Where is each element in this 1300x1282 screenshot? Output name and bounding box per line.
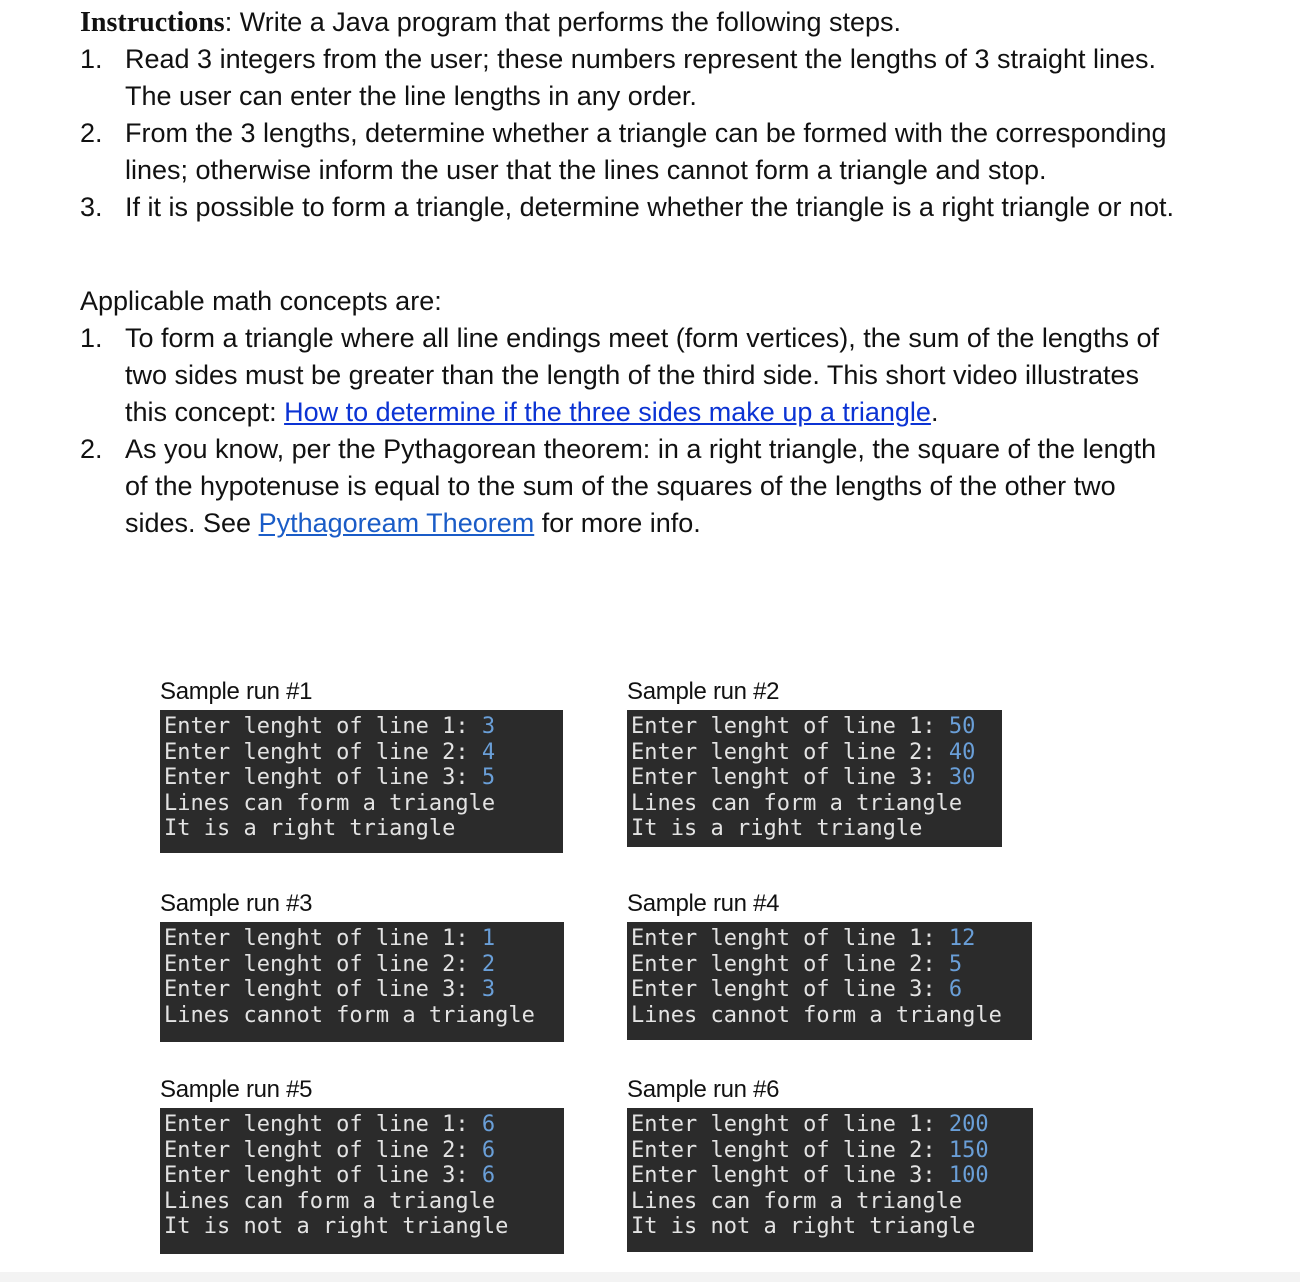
terminal-line: Enter lenght of line 3: 3 bbox=[164, 977, 496, 1002]
step-item: 3. If it is possible to form a triangle, determine whether the triangle is a right triangle or not. bbox=[80, 192, 1175, 222]
sample-title: Sample run #5 bbox=[160, 1076, 313, 1103]
step-item: 2. From the 3 lengths, determine whether a triangle can be formed with the corresponding lines; otherwise inform the user that the lines cannot form a triangle and stop. bbox=[80, 118, 1167, 185]
concept-item: 2. As you know, per the Pythagorean theorem: in a right triangle, the square of the length of the hypotenuse is equal to the sum of the squares of the lengths of the other two sides. See Pythagoream Theorem for more info. bbox=[80, 434, 1157, 538]
sample-title: Sample run #3 bbox=[160, 890, 313, 917]
sample-run-3 bbox=[160, 890, 564, 1042]
terminal-line: Enter lenght of line 1: 6 bbox=[164, 1112, 496, 1137]
terminal-line: Enter lenght of line 3: 5 bbox=[164, 765, 496, 790]
terminal-line: Enter lenght of line 1: 200 bbox=[631, 1112, 989, 1137]
terminal-line: Enter lenght of line 3: 6 bbox=[164, 1163, 496, 1188]
terminal-line: Enter lenght of line 3: 30 bbox=[631, 765, 976, 790]
terminal-output bbox=[627, 922, 1032, 1040]
instructions-label: Instructions bbox=[80, 7, 225, 38]
terminal-line: Enter lenght of line 1: 50 bbox=[631, 714, 976, 739]
sample-run-1 bbox=[160, 678, 563, 853]
terminal-line: It is a right triangle bbox=[164, 816, 456, 841]
concepts-heading: Applicable math concepts are: bbox=[80, 286, 442, 316]
sample-title: Sample run #2 bbox=[627, 678, 780, 705]
document-body bbox=[80, 4, 1180, 542]
terminal-line: Lines cannot form a triangle bbox=[164, 1002, 535, 1028]
sample-run-5 bbox=[160, 1076, 564, 1254]
sample-title: Sample run #4 bbox=[627, 890, 780, 917]
terminal-line: Enter lenght of line 2: 2 bbox=[164, 951, 496, 977]
terminal-line: Lines can form a triangle bbox=[631, 790, 963, 816]
sample-title: Sample run #6 bbox=[627, 1076, 780, 1103]
pythagorean-theorem-link[interactable]: Pythagoream Theorem bbox=[258, 508, 535, 538]
triangle-video-link[interactable]: How to determine if the three sides make up a triangle bbox=[284, 397, 931, 427]
terminal-line: Lines cannot form a triangle bbox=[631, 1002, 1002, 1028]
instructions-line bbox=[80, 4, 1180, 41]
step-item: 1. Read 3 integers from the user; these numbers represent the lengths of 3 straight lines. The user can enter the line lengths in any order. bbox=[80, 44, 1157, 111]
terminal-output bbox=[160, 922, 564, 1042]
terminal-line: It is not a right triangle bbox=[631, 1214, 976, 1239]
terminal-line: It is a right triangle bbox=[631, 816, 923, 841]
sample-run-2 bbox=[627, 678, 1002, 847]
terminal-line: Enter lenght of line 3: 6 bbox=[631, 977, 963, 1002]
terminal-line: Lines can form a triangle bbox=[631, 1188, 963, 1214]
sample-title: Sample run #1 bbox=[160, 678, 313, 705]
terminal-line: Enter lenght of line 3: 100 bbox=[631, 1163, 989, 1188]
terminal-line: Enter lenght of line 1: 3 bbox=[164, 714, 496, 739]
instructions-steps bbox=[80, 41, 1180, 226]
terminal-output bbox=[160, 1108, 564, 1254]
terminal-line: Enter lenght of line 2: 40 bbox=[631, 739, 976, 765]
terminal-line: Lines can form a triangle bbox=[164, 790, 496, 816]
sample-run-6 bbox=[627, 1076, 1033, 1252]
instructions-intro: : Write a Java program that performs the following steps. bbox=[224, 7, 901, 37]
terminal-line: Enter lenght of line 2: 5 bbox=[631, 951, 963, 977]
page-bottom-edge bbox=[0, 1272, 1300, 1282]
concept-item: 1. To form a triangle where all line endings meet (form vertices), the sum of the lengths of two sides must be greater than the length of the third side. This short video illustrates this concept: How to determine if the three sides make up a triangle. bbox=[80, 323, 1159, 427]
terminal-line: Enter lenght of line 1: 12 bbox=[631, 926, 976, 951]
terminal-line: Lines can form a triangle bbox=[164, 1188, 496, 1214]
terminal-line: Enter lenght of line 2: 150 bbox=[631, 1137, 989, 1163]
terminal-output bbox=[627, 710, 1002, 847]
terminal-line: Enter lenght of line 1: 1 bbox=[164, 926, 496, 951]
terminal-line: Enter lenght of line 2: 6 bbox=[164, 1137, 496, 1163]
concepts-list bbox=[80, 320, 1180, 542]
terminal-output bbox=[627, 1108, 1033, 1252]
terminal-output bbox=[160, 710, 563, 853]
sample-run-4 bbox=[627, 890, 1032, 1040]
terminal-line: It is not a right triangle bbox=[164, 1214, 509, 1239]
terminal-line: Enter lenght of line 2: 4 bbox=[164, 739, 496, 765]
